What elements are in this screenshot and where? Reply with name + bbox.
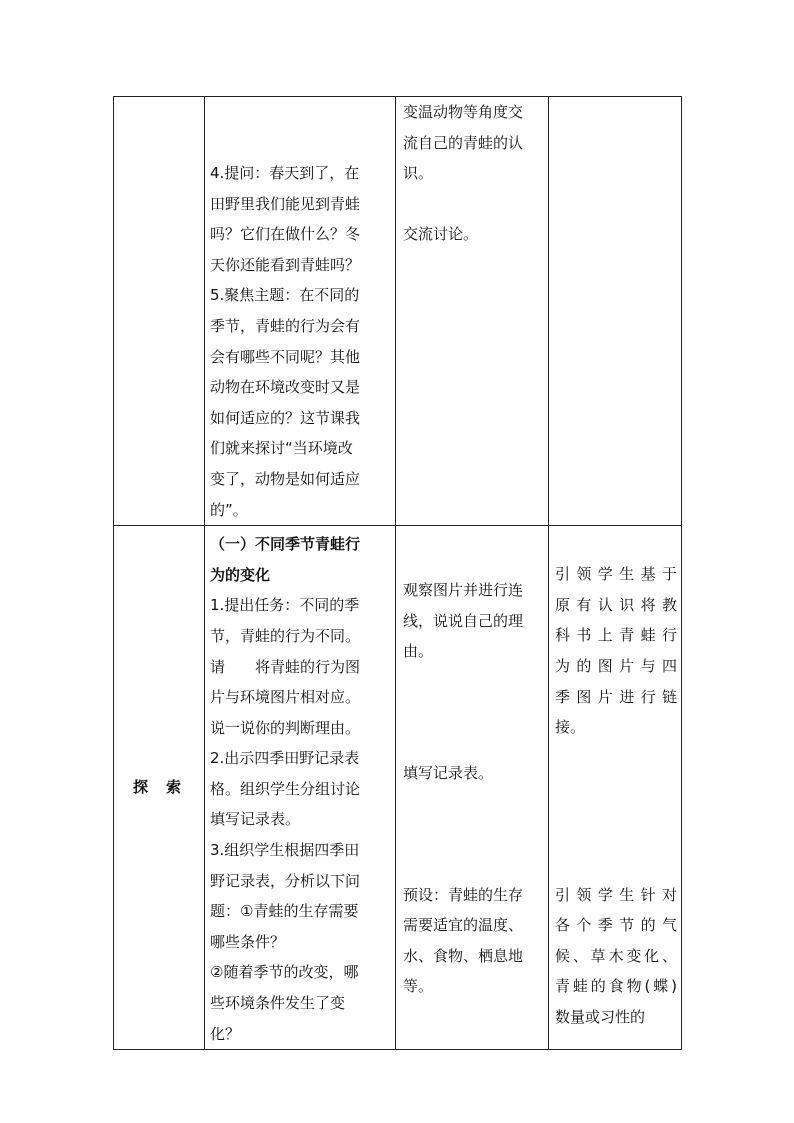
text-line: 原有认识将教 <box>555 595 677 614</box>
text-line: 变温动物等角度交 <box>403 103 524 121</box>
teacher-activity-text <box>205 526 395 1049</box>
phase-cell <box>114 97 205 526</box>
design-intent-cell <box>549 97 682 526</box>
text-line: 们就来探讨“当环境改 <box>210 439 353 458</box>
text-line: 引领学生基于 <box>555 565 677 584</box>
text-line: ②随着季节的改变，哪 <box>210 963 359 982</box>
teacher-activity-text <box>205 97 395 525</box>
text-line: 4.提问：春天到了，在 <box>210 164 360 182</box>
text-line: 田野里我们能见到青蛙 <box>210 194 361 213</box>
text-line: 接。 <box>555 718 586 737</box>
text-line: 数量或习性的 <box>555 1008 646 1027</box>
lesson-plan-table <box>113 96 682 1050</box>
text-line: 如何适应的？这节课我 <box>210 408 361 427</box>
text-line: 野记录表，分析以下问 <box>210 871 361 890</box>
text-line: 观察图片并进行连 <box>403 581 524 600</box>
text-line: 交流讨论。 <box>403 225 479 244</box>
text-line: 候、草木变化、 <box>555 946 677 965</box>
text-line: 节，青蛙的行为不同。 <box>210 626 361 645</box>
text-line: 变了，动物是如何适应 <box>210 469 361 488</box>
phase-cell <box>114 526 205 1050</box>
text-line: 流自己的青蛙的认 <box>403 133 524 152</box>
text-line: 引领学生针对 <box>555 885 677 904</box>
text-line: 片与环境图片相对应。 <box>210 688 361 707</box>
paragraph-gap <box>555 743 677 880</box>
section-heading <box>210 529 391 590</box>
text-line: 1.提出任务：不同的季 <box>210 596 360 615</box>
paragraph-gap <box>403 667 544 758</box>
table-row <box>114 526 682 1050</box>
text-line: 识。 <box>403 164 434 183</box>
text-line: 线，说说自己的理 <box>403 611 524 630</box>
text-line: 需要适宜的温度、 <box>403 916 524 935</box>
paragraph-gap <box>403 789 544 880</box>
paragraph-gap <box>403 189 544 220</box>
text-line: 格。组织学生分组讨论 <box>210 779 361 798</box>
text-line: 说一说你的判断理由。 <box>210 718 361 737</box>
text-line: 水、食物、栖息地 <box>403 946 524 965</box>
text-line: 由。 <box>403 642 434 661</box>
table-row <box>114 97 682 526</box>
design-intent-cell <box>549 526 682 1050</box>
teacher-activity-cell <box>205 526 396 1050</box>
text-line: 季图片进行链 <box>555 687 677 706</box>
text-line: 填写记录表。 <box>403 763 494 782</box>
text-line: 动物在环境改变时又是 <box>210 378 361 397</box>
student-activity-cell <box>396 526 549 1050</box>
student-activity-text <box>396 526 548 1002</box>
text-line: 3.组织学生根据四季田 <box>210 841 360 860</box>
student-activity-text <box>396 97 548 250</box>
text-line: 科书上青蛙行 <box>555 626 677 645</box>
teacher-activity-cell <box>205 97 396 526</box>
text-line: 天你还能看到青蛙吗？ <box>210 255 361 274</box>
text-line: 预设：青蛙的生存 <box>403 885 524 904</box>
text-line: 季节，青蛙的行为会有 <box>210 316 361 335</box>
text-line: 各个季节的气 <box>555 916 677 935</box>
text-line: 化？ <box>210 1024 241 1043</box>
phase-label <box>152 302 166 320</box>
text-line: 5.聚焦主题：在不同的 <box>210 286 360 305</box>
phase-label-explore: 探索 <box>132 778 199 797</box>
text-line: 2.出示四季田野记录表 <box>210 749 360 768</box>
student-activity-cell <box>396 97 549 526</box>
text-line: 为的图片与四 <box>555 656 677 675</box>
text-line: 填写记录表。 <box>210 810 301 829</box>
text-line: 吗？它们在做什么？冬 <box>210 225 361 244</box>
text-line: 青蛙的食物(蝶) <box>555 977 677 996</box>
text-line: 的”。 <box>210 500 248 519</box>
text-line: 些环境条件发生了变 <box>210 994 346 1013</box>
text-line: 题：①青蛙的生存需要 <box>210 902 359 921</box>
text-line: 等。 <box>403 977 434 996</box>
design-intent-text <box>549 526 681 1033</box>
text-line: 哪些条件？ <box>210 932 286 951</box>
text-line: 会有哪些不同呢？其他 <box>210 347 361 366</box>
text-line: 请 将青蛙的行为图 <box>210 657 361 676</box>
text-line: （一）不同季节青蛙行 <box>210 535 361 554</box>
text-line: 为的变化 <box>210 565 271 584</box>
